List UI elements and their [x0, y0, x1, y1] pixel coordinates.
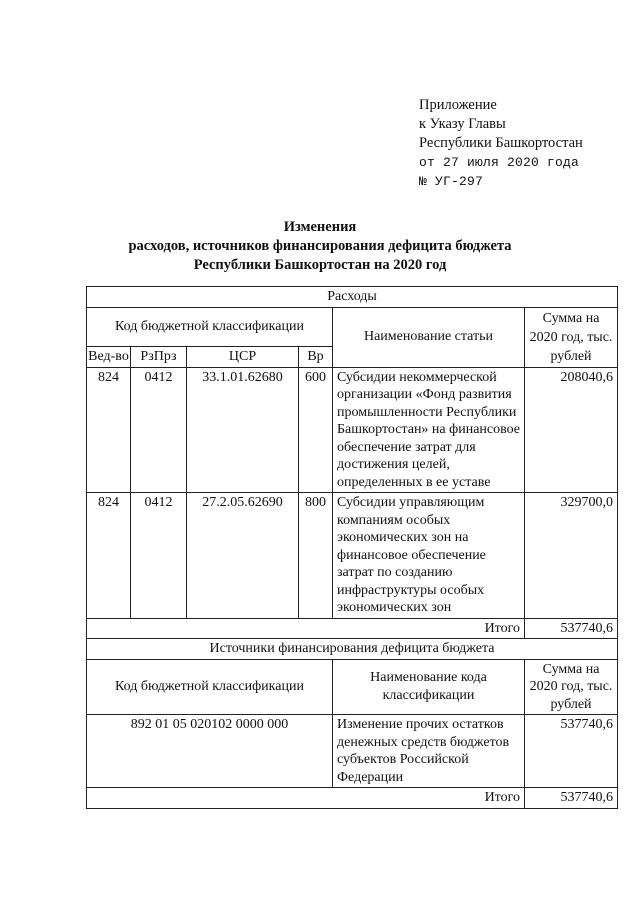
expenses-header-row-1 [87, 307, 618, 346]
expenses-total-value: 537740,6 [525, 618, 618, 639]
sources-total-row [87, 788, 618, 809]
cell-csr: 33.1.01.62680 [187, 367, 299, 493]
cell-ved: 824 [87, 367, 131, 493]
sources-header-sum: Сумма на 2020 год, тыс. рублей [525, 659, 618, 715]
sources-section-title: Источники финансирования дефицита бюджета [87, 639, 618, 660]
cell-vr: 600 [299, 367, 333, 493]
cell-name: Субсидии некоммерческой организации «Фонд развития промышленности Республики Башкортостан» на финансовое обеспечение затрат для достижения целей, определенных в ее уставе [333, 367, 525, 493]
cell-csr: 27.2.05.62690 [187, 493, 299, 619]
cell-name: Субсидии управляющим компаниям особых экономических зон на финансовое обеспечение затрат по созданию инфраструктуры особых экономических зон [333, 493, 525, 619]
expenses-section-title: Расходы [87, 287, 618, 308]
appendix-date: от 27 июля 2020 года [419, 155, 580, 170]
appendix-line-1: Приложение [419, 97, 497, 113]
sources-cell-code: 892 01 05 020102 0000 000 [87, 715, 333, 788]
sources-section-row [87, 639, 618, 660]
header-sum: Сумма на 2020 год, тыс. рублей [525, 307, 618, 367]
appendix-line-2: к Указу Главы [419, 116, 506, 132]
header-item-name: Наименование статьи [333, 307, 525, 367]
cell-sum: 208040,6 [525, 367, 618, 493]
header-rzprz: РзПрз [131, 346, 187, 367]
sources-header-row [87, 659, 618, 715]
title-line-3: Республики Башкортостан на 2020 год [193, 257, 447, 273]
table-row [87, 493, 618, 619]
header-vr: Вр [299, 346, 333, 367]
document-title [0, 218, 640, 275]
appendix-number: № УГ-297 [419, 174, 484, 189]
header-ved: Вед-во [87, 346, 131, 367]
sources-total-label: Итого [87, 788, 525, 809]
cell-rzprz: 0412 [131, 367, 187, 493]
budget-table [86, 286, 618, 809]
cell-vr: 800 [299, 493, 333, 619]
expenses-section-row [87, 287, 618, 308]
appendix-line-3: Республики Башкортостан [419, 135, 583, 151]
cell-rzprz: 0412 [131, 493, 187, 619]
title-line-2: расходов, источников финансирования дефицита бюджета [128, 238, 512, 254]
table-row [87, 367, 618, 493]
expenses-total-row [87, 618, 618, 639]
sources-header-name: Наименование кода классификации [333, 659, 525, 715]
cell-ved: 824 [87, 493, 131, 619]
table-row [87, 715, 618, 788]
sources-cell-sum: 537740,6 [525, 715, 618, 788]
sources-header-code: Код бюджетной классификации [87, 659, 333, 715]
expenses-total-label: Итого [87, 618, 525, 639]
appendix-block [419, 96, 583, 191]
header-code-group: Код бюджетной классификации [87, 307, 333, 346]
sources-cell-name: Изменение прочих остатков денежных средств бюджетов субъектов Российской Федерации [333, 715, 525, 788]
cell-sum: 329700,0 [525, 493, 618, 619]
sources-total-value: 537740,6 [525, 788, 618, 809]
header-csr: ЦСР [187, 346, 299, 367]
title-line-1: Изменения [283, 219, 357, 235]
